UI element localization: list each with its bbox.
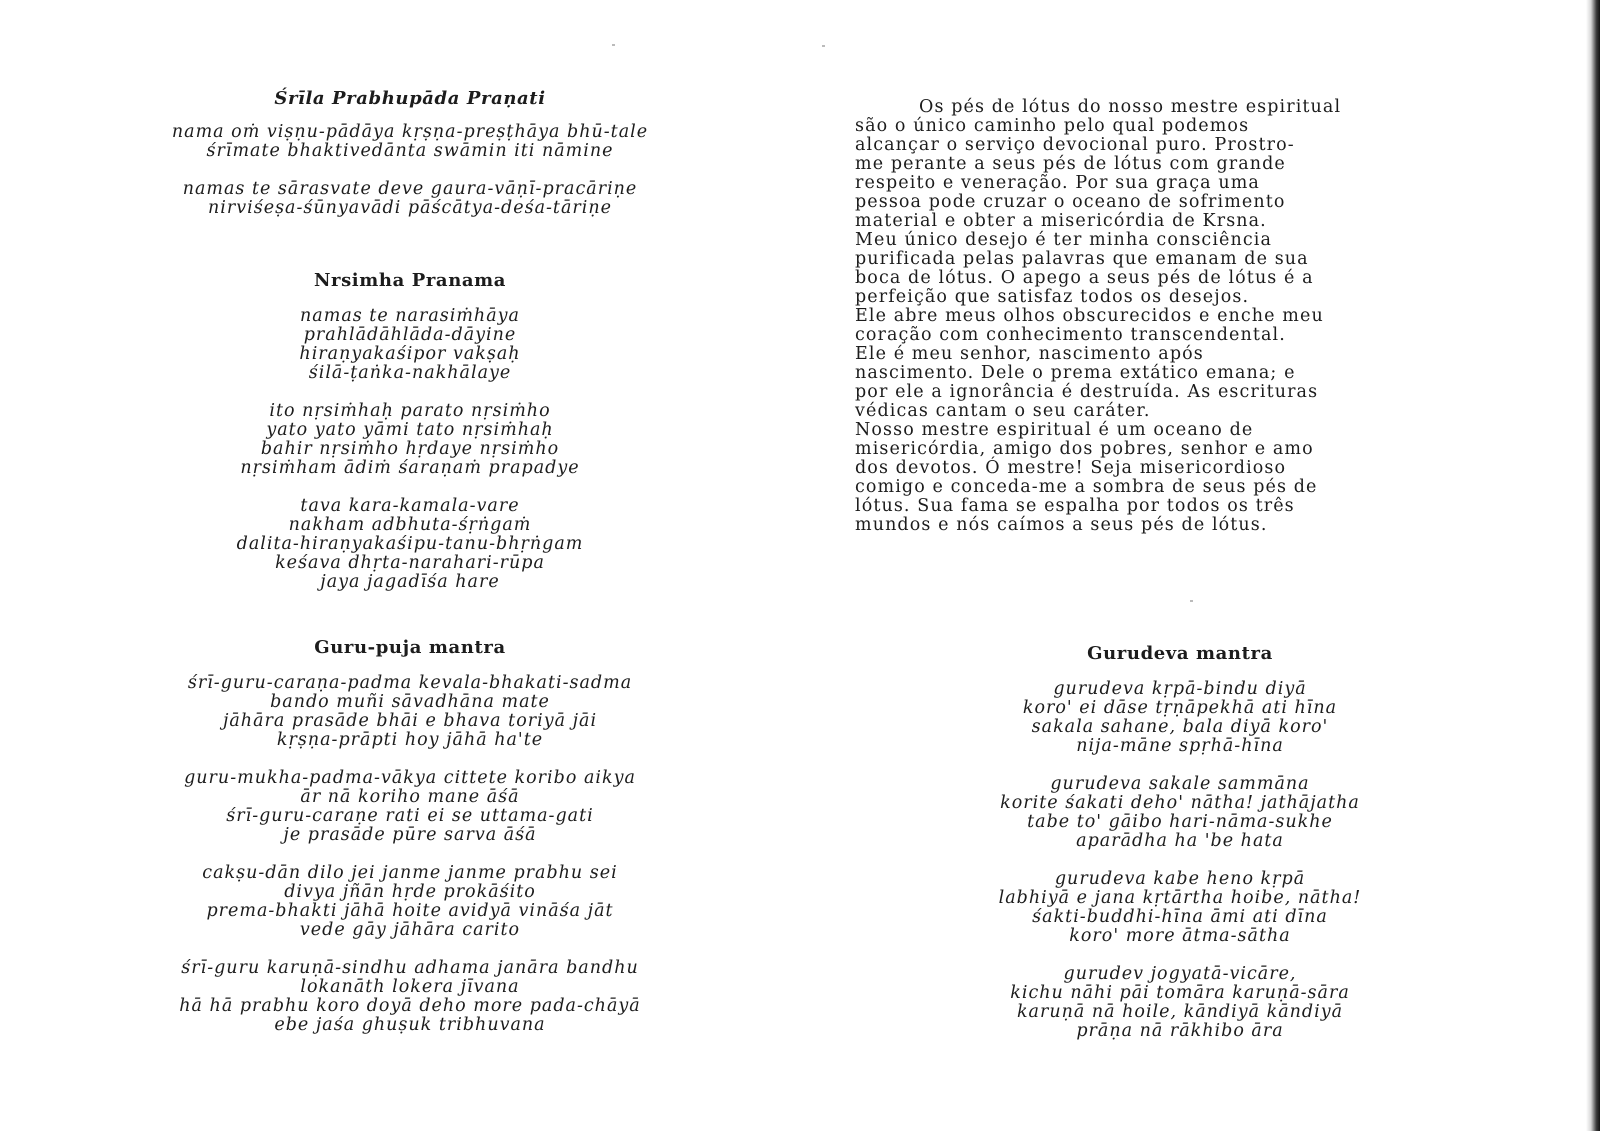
pranati-section (80, 88, 740, 218)
stanza (80, 123, 740, 161)
stanza (855, 680, 1505, 756)
verse-line: labhiyā e jana kṛtārtha hoibe, nātha! (998, 888, 1362, 908)
verse-line: nirviśeṣa-śūnyavādi pāścātya-deśa-tāriṇe (208, 198, 612, 218)
right-column (855, 98, 1505, 1041)
section-title: Śrīla Prabhupāda Praṇati (274, 88, 546, 109)
verse-line: lokanāth lokera jīvana (300, 977, 520, 997)
text-line: Ele abre meus olhos obscurecidos e enche meu (855, 306, 1324, 326)
verse-line: guru-mukha-padma-vākya cittete koribo aikya (184, 768, 636, 788)
scan-speck (612, 44, 615, 46)
verse-line: prahlādāhlāda-dāyine (303, 325, 517, 345)
stanza (80, 959, 740, 1035)
verse-line: gurudeva kabe heno kṛpā (1054, 869, 1306, 889)
text-line: pessoa pode cruzar o oceano de sofrimento (855, 192, 1286, 212)
translation-paragraph (855, 307, 1505, 421)
text-line: Nosso mestre espiritual é um oceano de (855, 420, 1254, 440)
verse-line: divya jñān hṛde prokāśito (284, 882, 536, 902)
left-column (80, 88, 740, 1035)
stanza (855, 870, 1505, 946)
nrsimha-section (80, 270, 740, 592)
stanza (855, 775, 1505, 851)
stanza (80, 497, 740, 592)
text-line: boca de lótus. O apego a seus pés de lótus é a (855, 268, 1314, 288)
verse-line: śrī-guru-caraṇe rati ei se uttama-gati (226, 806, 594, 826)
translation-paragraph (855, 98, 1505, 231)
verse-line: gurudev jogyatā-vicāre, (1063, 964, 1297, 984)
stanza (80, 402, 740, 478)
text-line: purificada pelas palavras que emanam de sua (855, 249, 1309, 269)
verse-line: dalita-hiraṇyakaśipu-tanu-bhṛṅgam (236, 534, 584, 554)
verse-line: śakti-buddhi-hīna āmi ati dīna (1032, 907, 1328, 927)
section-title: Guru-puja mantra (314, 637, 506, 658)
stanza (80, 307, 740, 383)
verse-line: jāhāra prasāde bhāi e bhava toriyā jāi (222, 711, 598, 731)
gurudeva-section (855, 643, 1505, 1041)
verse-line: je prasāde pūre sarva āśā (283, 825, 537, 845)
verse-line: aparādha ha 'be hata (1076, 831, 1284, 851)
verse-line: śilā-ṭaṅka-nakhālaye (308, 363, 512, 383)
text-line: respeito e veneração. Por sua graça uma (855, 173, 1260, 193)
verse-line: prema-bhakti jāhā hoite avidyā vināśa jāt (206, 901, 614, 921)
verse-line: bahir nṛsiṁho hṛdaye nṛsiṁho (260, 439, 560, 459)
verse-line: cakṣu-dān dilo jei janme janme prabhu sei (202, 863, 618, 883)
verse-line: hā hā prabhu koro doyā deho more pada-chāyā (179, 996, 641, 1016)
verse-line: yato yato yāmi tato nṛsiṁhaḥ (266, 420, 554, 440)
text-line: lótus. Sua fama se espalha por todos os três (855, 496, 1295, 516)
verse-line: ito nṛsiṁhaḥ parato nṛsiṁho (269, 401, 551, 421)
section-title: Nrsimha Pranama (313, 270, 507, 291)
verse-line: jaya jagadīśa hare (320, 572, 500, 592)
text-line: védicas cantam o seu caráter. (855, 401, 1151, 421)
text-line: coração com conhecimento transcendental. (855, 325, 1286, 345)
verse-line: kṛṣṇa-prāpti hoy jāhā ha'te (276, 730, 544, 750)
text-line: comigo e conceda-me a sombra de seus pés de (855, 477, 1318, 497)
text-line: são o único caminho pelo qual podemos (855, 116, 1250, 136)
verse-line: nṛsiṁham ādiṁ śaraṇaṁ prapadye (240, 458, 580, 478)
verse-line: keśava dhṛta-narahari-rūpa (275, 553, 545, 573)
text-line: Ele é meu senhor, nascimento após (855, 344, 1204, 364)
verse-line: koro' more ātma-sātha (1069, 926, 1291, 946)
text-line: material e obter a misericórdia de Krsna. (855, 211, 1267, 231)
scan-edge (1586, 0, 1600, 1131)
stanza (80, 180, 740, 218)
translation-section (855, 98, 1505, 535)
text-line: misericórdia, amigo dos pobres, senhor e amo (855, 439, 1314, 459)
verse-line: karuṇā nā hoile, kāndiyā kāndiyā (1016, 1002, 1344, 1022)
section-title: Gurudeva mantra (1087, 643, 1273, 664)
verse-line: namas te sārasvate deve gaura-vāṇī-pracāriṇe (182, 179, 638, 199)
verse-line: namas te narasiṁhāya (300, 306, 520, 326)
verse-line: gurudeva sakale sammāna (1050, 774, 1310, 794)
stanza (80, 769, 740, 845)
translation-paragraph (855, 421, 1505, 535)
verse-line: korite śakati deho' nātha! jathājatha (1000, 793, 1360, 813)
verse-line: nakham adbhuta-śṛṅgaṁ (288, 515, 532, 535)
text-line: Os pés de lótus do nosso mestre espiritual (919, 97, 1342, 117)
verse-line: vede gāy jāhāra carito (299, 920, 521, 940)
verse-line: kichu nāhi pāi tomāra karuṇā-sāra (1010, 983, 1350, 1003)
verse-line: bando muñi sāvadhāna mate (270, 692, 550, 712)
verse-line: śrī-guru-caraṇa-padma kevala-bhakati-sadma (187, 673, 633, 693)
verse-line: gurudeva kṛpā-bindu diyā (1053, 679, 1307, 699)
verse-line: hiraṇyakaśipor vakṣaḥ (299, 344, 521, 364)
verse-line: tava kara-kamala-vare (300, 496, 520, 516)
text-line: Meu único desejo é ter minha consciência (855, 230, 1272, 250)
verse-line: ebe jaśa ghuṣuk tribhuvana (274, 1015, 546, 1035)
stanza (855, 965, 1505, 1041)
verse-line: nama oṁ viṣṇu-pādāya kṛṣṇa-preṣṭhāya bhū-tale (171, 122, 649, 142)
stanza (80, 864, 740, 940)
text-line: alcançar o serviço devocional puro. Prostro- (855, 135, 1295, 155)
verse-line: sakala sahane, bala diyā koro' (1031, 717, 1329, 737)
verse-line: nija-māne spṛhā-hīna (1076, 736, 1284, 756)
text-line: nascimento. Dele o prema extático emana; e (855, 363, 1296, 383)
verse-line: tabe to' gāibo hari-nāma-sukhe (1027, 812, 1333, 832)
text-line: dos devotos. Ó mestre! Seja misericordioso (855, 458, 1287, 478)
text-line: me perante a seus pés de lótus com grande (855, 154, 1286, 174)
stanza (80, 674, 740, 750)
translation-paragraph (855, 231, 1505, 307)
scan-speck (822, 45, 825, 47)
verse-line: koro' ei dāse tṛṇāpekhā ati hīna (1022, 698, 1338, 718)
text-line: mundos e nós caímos a seus pés de lótus. (855, 515, 1268, 535)
verse-line: śrī-guru karuṇā-sindhu adhama janāra bandhu (181, 958, 639, 978)
verse-line: prāṇa nā rākhibo āra (1076, 1021, 1284, 1041)
verse-line: ār nā koriho mane āśā (300, 787, 520, 807)
gurupuja-section (80, 637, 740, 1035)
text-line: perfeição que satisfaz todos os desejos. (855, 287, 1250, 307)
text-line: por ele a ignorância é destruída. As escrituras (855, 382, 1319, 402)
verse-line: śrīmate bhaktivedānta swāmin iti nāmine (206, 141, 614, 161)
